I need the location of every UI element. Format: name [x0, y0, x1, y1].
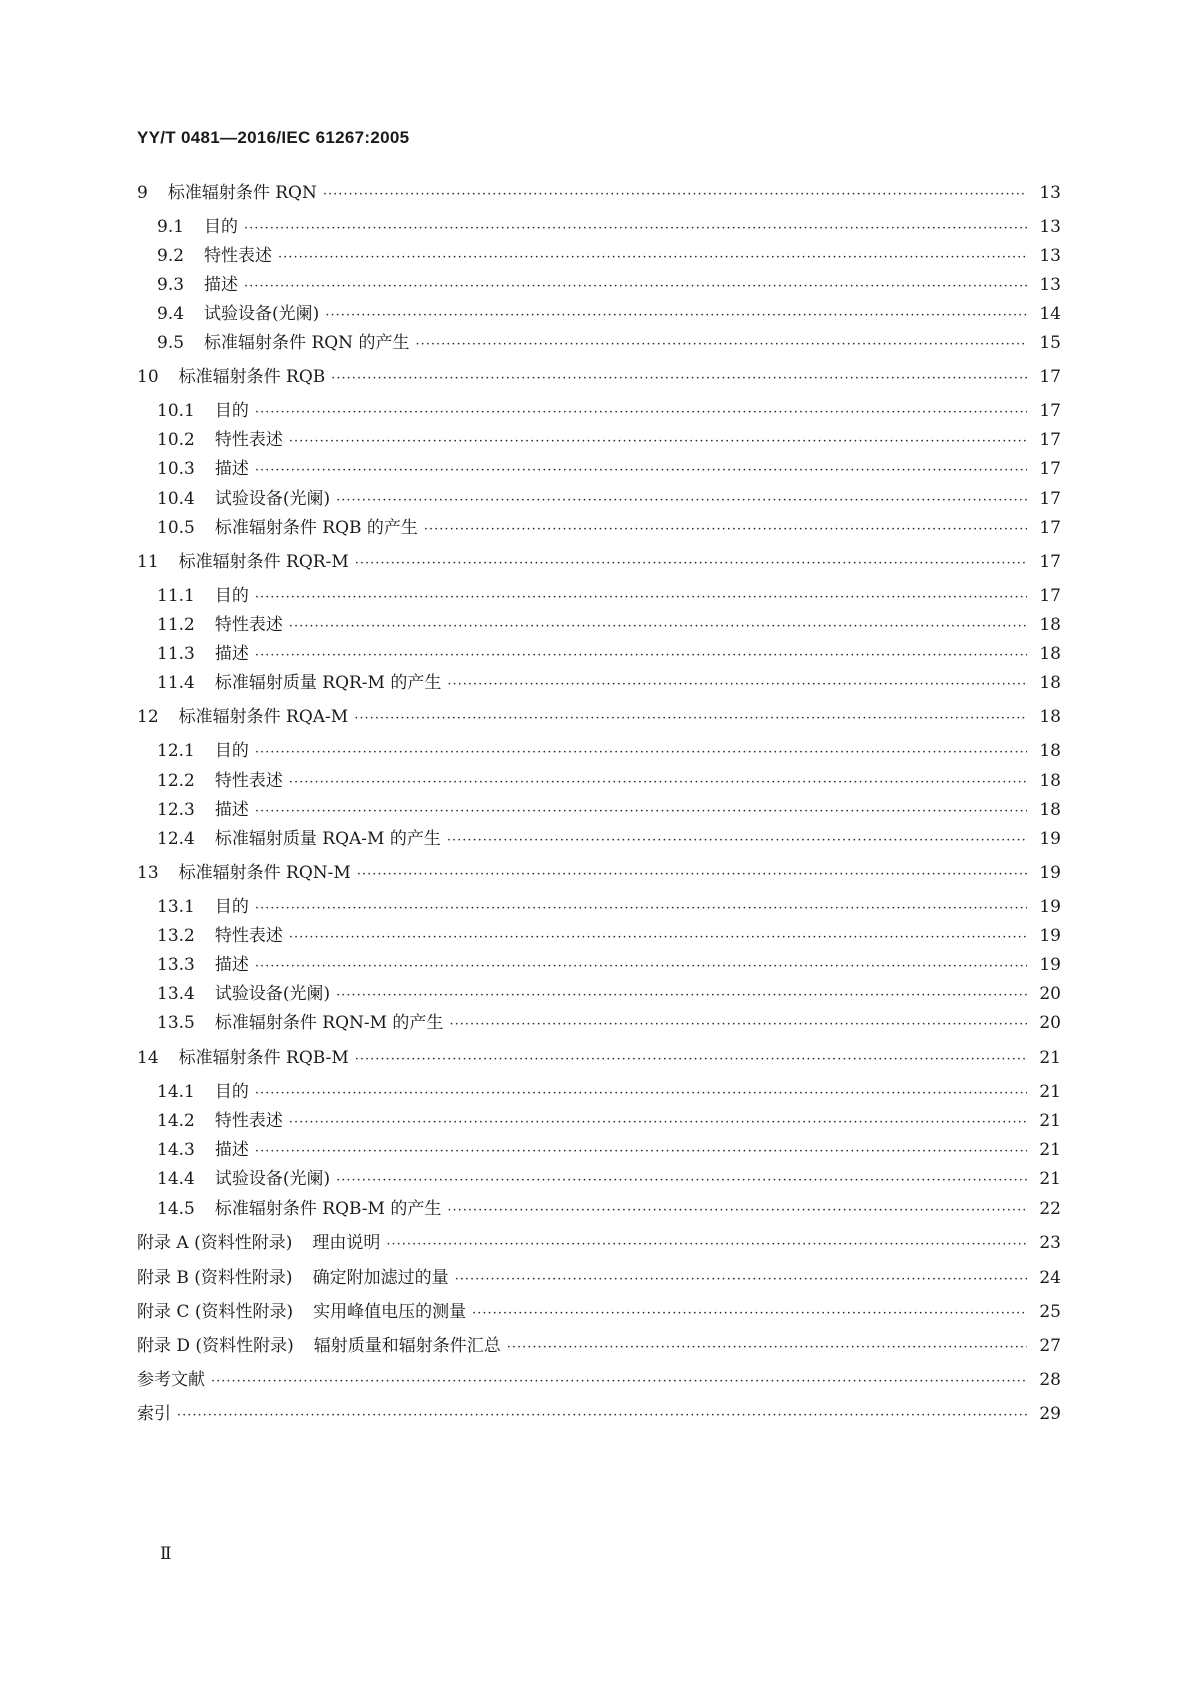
toc-entry[interactable]: [157, 826, 1061, 852]
toc-entry[interactable]: [157, 612, 1061, 638]
toc-dot-leader: [455, 1267, 1027, 1293]
toc-entry[interactable]: [137, 1230, 1061, 1256]
toc-entry-page-number: 13: [1039, 275, 1061, 295]
toc-dot-leader: [507, 1335, 1027, 1361]
toc-entry-number: 12.1: [157, 741, 195, 761]
toc-dot-leader: [255, 643, 1027, 669]
toc-dot-leader: [289, 925, 1027, 951]
toc-entry-number: 13.5: [157, 1013, 195, 1033]
toc-entry-page-number: 24: [1039, 1268, 1061, 1288]
toc-dot-leader: [447, 672, 1027, 698]
toc-entry-title: 标准辐射条件 RQA-M: [178, 707, 349, 727]
toc-entry-title: 特性表述: [214, 926, 283, 946]
toc-entry-page-number: 18: [1039, 741, 1061, 761]
toc-entry[interactable]: [137, 1333, 1061, 1359]
toc-entry-title: 标准辐射条件 RQN-M: [178, 863, 351, 883]
toc-entry-number: 10: [137, 367, 159, 387]
toc-entry-number: 13: [137, 863, 159, 883]
toc-dot-leader: [336, 488, 1027, 514]
toc-entry-number: 10.1: [157, 401, 195, 421]
toc-entry-page-number: 23: [1039, 1233, 1061, 1253]
toc-entry-title: 描述: [214, 644, 249, 664]
toc-entry-page-number: 18: [1039, 800, 1061, 820]
toc-entry-page-number: 17: [1039, 430, 1061, 450]
toc-entry-number: 附录 A (资料性附录): [137, 1233, 293, 1253]
toc-entry[interactable]: [137, 860, 1061, 886]
toc-entry[interactable]: [157, 398, 1061, 424]
toc-dot-leader: [355, 1047, 1027, 1073]
toc-entry-page-number: 25: [1039, 1302, 1061, 1322]
toc-dot-leader: [447, 828, 1027, 854]
toc-entry-page-number: 17: [1039, 401, 1061, 421]
toc-dot-leader: [289, 1110, 1027, 1136]
toc-entry-page-number: 15: [1039, 333, 1061, 353]
toc-entry-page-number: 19: [1039, 926, 1061, 946]
toc-entry[interactable]: [157, 768, 1061, 794]
toc-dot-leader: [177, 1403, 1027, 1429]
toc-entry[interactable]: [157, 797, 1061, 823]
toc-entry-title: 确定附加滤过的量: [312, 1268, 449, 1288]
toc-entry[interactable]: [157, 515, 1061, 541]
toc-entry-number: 附录 C (资料性附录): [137, 1302, 294, 1322]
toc-entry-title: 标准辐射条件 RQB-M 的产生: [214, 1199, 442, 1219]
toc-entry-page-number: 19: [1039, 829, 1061, 849]
toc-entry-page-number: 27: [1039, 1336, 1061, 1356]
toc-entry-number: 附录 D (资料性附录): [137, 1336, 294, 1356]
toc-dot-leader: [289, 429, 1027, 455]
toc-entry-title: 标准辐射质量 RQR-M 的产生: [214, 673, 442, 693]
toc-entry-title: 目的: [214, 897, 249, 917]
toc-entry-number: 14.2: [157, 1111, 195, 1131]
toc-entry-page-number: 18: [1039, 707, 1061, 727]
toc-entry-number: 12.2: [157, 771, 195, 791]
toc-entry-page-number: 17: [1039, 367, 1061, 387]
toc-entry-number: 13.2: [157, 926, 195, 946]
toc-entry-title: 特性表述: [214, 1111, 283, 1131]
toc-entry-title: 描述: [214, 955, 249, 975]
standard-code-header: YY/T 0481—2016/IEC 61267:2005: [137, 128, 410, 147]
toc-entry[interactable]: [137, 364, 1061, 390]
toc-entry-number: 14.1: [157, 1082, 195, 1102]
toc-entry-page-number: 17: [1039, 552, 1061, 572]
toc-entry[interactable]: [157, 641, 1061, 667]
toc-entry-title: 特性表述: [214, 771, 283, 791]
toc-entry[interactable]: [157, 243, 1061, 269]
toc-dot-leader: [255, 799, 1027, 825]
toc-entry[interactable]: [157, 981, 1061, 1007]
toc-dot-leader: [336, 983, 1027, 1009]
toc-entry-title: 标准辐射条件 RQN: [167, 183, 317, 203]
toc-entry[interactable]: [137, 1367, 1061, 1393]
toc-entry-page-number: 18: [1039, 771, 1061, 791]
toc-entry-page-number: 22: [1039, 1199, 1061, 1219]
toc-entry-number: 13.1: [157, 897, 195, 917]
toc-entry[interactable]: [157, 214, 1061, 240]
toc-entry-number: 9.5: [157, 333, 185, 353]
toc-dot-leader: [323, 182, 1027, 208]
toc-dot-leader: [472, 1301, 1027, 1327]
toc-dot-leader: [255, 1139, 1027, 1165]
toc-dot-leader: [211, 1369, 1027, 1395]
toc-dot-leader: [278, 245, 1027, 271]
toc-entry[interactable]: [157, 1079, 1061, 1105]
toc-entry-title: 描述: [214, 459, 249, 479]
toc-entry[interactable]: [157, 1166, 1061, 1192]
toc-entry-page-number: 17: [1039, 489, 1061, 509]
toc-entry-page-number: 14: [1039, 304, 1061, 324]
toc-entry-title: 索引: [137, 1404, 171, 1424]
toc-dot-leader: [255, 1081, 1027, 1107]
toc-entry-title: 参考文献: [137, 1370, 205, 1390]
toc-entry-title: 目的: [214, 401, 249, 421]
toc-entry-title: 试验设备(光阑): [204, 304, 320, 324]
toc-entry-title: 标准辐射条件 RQN-M 的产生: [214, 1013, 444, 1033]
toc-entry-page-number: 17: [1039, 459, 1061, 479]
toc-entry-number: 10.2: [157, 430, 195, 450]
toc-entry-title: 目的: [214, 741, 249, 761]
toc-entry-page-number: 21: [1039, 1082, 1061, 1102]
toc-entry[interactable]: [137, 1401, 1061, 1427]
toc-dot-leader: [336, 1168, 1027, 1194]
toc-entry-page-number: 21: [1039, 1048, 1061, 1068]
toc-entry-title: 试验设备(光阑): [214, 1169, 331, 1189]
toc-entry-number: 9.3: [157, 275, 185, 295]
toc-entry-number: 11.1: [157, 586, 195, 606]
toc-entry-number: 13.4: [157, 984, 195, 1004]
toc-entry-number: 11.2: [157, 615, 195, 635]
page-number: Ⅱ: [160, 1544, 172, 1564]
toc-entry-title: 目的: [204, 217, 239, 237]
toc-entry[interactable]: [157, 583, 1061, 609]
toc-entry[interactable]: [137, 549, 1061, 575]
toc-dot-leader: [424, 517, 1027, 543]
toc-entry-title: 试验设备(光阑): [214, 489, 331, 509]
toc-entry-page-number: 18: [1039, 644, 1061, 664]
toc-entry[interactable]: [137, 180, 1061, 206]
toc-entry-title: 特性表述: [214, 615, 283, 635]
toc-entry-number: 附录 B (资料性附录): [137, 1268, 293, 1288]
toc-entry-page-number: 18: [1039, 673, 1061, 693]
toc-entry-number: 9: [137, 183, 148, 203]
toc-entry[interactable]: [157, 330, 1061, 356]
toc-entry-number: 11.3: [157, 644, 195, 664]
toc-entry[interactable]: [157, 894, 1061, 920]
toc-entry-page-number: 21: [1039, 1140, 1061, 1160]
toc-dot-leader: [331, 366, 1027, 392]
toc-entry-title: 特性表述: [214, 430, 283, 450]
toc-entry[interactable]: [157, 923, 1061, 949]
toc-entry-number: 14.5: [157, 1199, 195, 1219]
toc-entry-page-number: 13: [1039, 246, 1061, 266]
toc-entry-page-number: 21: [1039, 1111, 1061, 1131]
toc-dot-leader: [255, 400, 1027, 426]
toc-entry[interactable]: [137, 1299, 1061, 1325]
toc-entry[interactable]: [137, 1265, 1061, 1291]
toc-entry-title: 标准辐射条件 RQB: [178, 367, 326, 387]
toc-entry-page-number: 17: [1039, 586, 1061, 606]
toc-dot-leader: [386, 1232, 1027, 1258]
toc-entry-page-number: 13: [1039, 217, 1061, 237]
toc-entry-title: 标准辐射条件 RQN 的产生: [204, 333, 410, 353]
toc-entry[interactable]: [157, 456, 1061, 482]
toc-entry[interactable]: [157, 670, 1061, 696]
toc-entry[interactable]: [157, 272, 1061, 298]
toc-entry-page-number: 21: [1039, 1169, 1061, 1189]
toc-dot-leader: [255, 740, 1027, 766]
toc-dot-leader: [289, 770, 1027, 796]
toc-entry-page-number: 28: [1039, 1370, 1061, 1390]
toc-dot-leader: [325, 303, 1027, 329]
toc-entry[interactable]: [157, 1137, 1061, 1163]
toc-entry-number: 10.4: [157, 489, 195, 509]
toc-entry[interactable]: [157, 1010, 1061, 1036]
toc-entry-title: 标准辐射质量 RQA-M 的产生: [214, 829, 441, 849]
toc-dot-leader: [449, 1012, 1027, 1038]
toc-entry-number: 12: [137, 707, 159, 727]
toc-entry-title: 目的: [214, 1082, 249, 1102]
toc-entry[interactable]: [157, 301, 1061, 327]
toc-entry-number: 11: [137, 552, 159, 572]
toc-entry[interactable]: [157, 1196, 1061, 1222]
toc-entry-title: 特性表述: [204, 246, 273, 266]
toc-entry-page-number: 19: [1039, 897, 1061, 917]
toc-entry-title: 实用峰值电压的测量: [313, 1302, 467, 1322]
toc-entry-page-number: 19: [1039, 955, 1061, 975]
toc-entry-title: 描述: [204, 275, 239, 295]
toc-entry-title: 标准辐射条件 RQB 的产生: [214, 518, 418, 538]
toc-dot-leader: [255, 954, 1027, 980]
toc-entry[interactable]: [157, 1108, 1061, 1134]
toc-entry[interactable]: [157, 427, 1061, 453]
toc-entry-title: 试验设备(光阑): [214, 984, 331, 1004]
toc-entry-number: 14.3: [157, 1140, 195, 1160]
toc-dot-leader: [415, 332, 1027, 358]
toc-entry-number: 9.2: [157, 246, 185, 266]
toc-dot-leader: [255, 896, 1027, 922]
toc-dot-leader: [355, 551, 1027, 577]
toc-dot-leader: [244, 274, 1027, 300]
toc-entry-number: 11.4: [157, 673, 195, 693]
toc-entry-title: 标准辐射条件 RQB-M: [178, 1048, 349, 1068]
toc-dot-leader: [447, 1198, 1027, 1224]
toc-entry-title: 标准辐射条件 RQR-M: [178, 552, 349, 572]
toc-entry-title: 理由说明: [312, 1233, 381, 1253]
toc-entry-page-number: 20: [1039, 1013, 1061, 1033]
toc-dot-leader: [244, 216, 1027, 242]
toc-dot-leader: [255, 458, 1027, 484]
toc-entry-page-number: 20: [1039, 984, 1061, 1004]
toc-entry-number: 12.4: [157, 829, 195, 849]
toc-dot-leader: [289, 614, 1027, 640]
toc-entry[interactable]: [137, 704, 1061, 730]
toc-entry-number: 10.5: [157, 518, 195, 538]
toc-entry-number: 10.3: [157, 459, 195, 479]
toc-dot-leader: [255, 585, 1027, 611]
toc-entry[interactable]: [157, 738, 1061, 764]
toc-entry-title: 目的: [214, 586, 249, 606]
toc-entry[interactable]: [157, 952, 1061, 978]
toc-entry-page-number: 19: [1039, 863, 1061, 883]
toc-entry-number: 9.4: [157, 304, 185, 324]
toc-entry-page-number: 18: [1039, 615, 1061, 635]
toc-entry-number: 12.3: [157, 800, 195, 820]
toc-entry-page-number: 13: [1039, 183, 1061, 203]
toc-entry[interactable]: [137, 1045, 1061, 1071]
toc-dot-leader: [357, 862, 1027, 888]
toc-entry-number: 9.1: [157, 217, 185, 237]
toc-entry-number: 13.3: [157, 955, 195, 975]
toc-entry-number: 14: [137, 1048, 159, 1068]
toc-entry-page-number: 29: [1039, 1404, 1061, 1424]
toc-entry-title: 描述: [214, 800, 249, 820]
toc-entry[interactable]: [157, 486, 1061, 512]
toc-entry-page-number: 17: [1039, 518, 1061, 538]
toc-dot-leader: [354, 706, 1027, 732]
toc-entry-title: 描述: [214, 1140, 249, 1160]
toc-entry-number: 14.4: [157, 1169, 195, 1189]
toc-entry-title: 辐射质量和辐射条件汇总: [313, 1336, 501, 1356]
